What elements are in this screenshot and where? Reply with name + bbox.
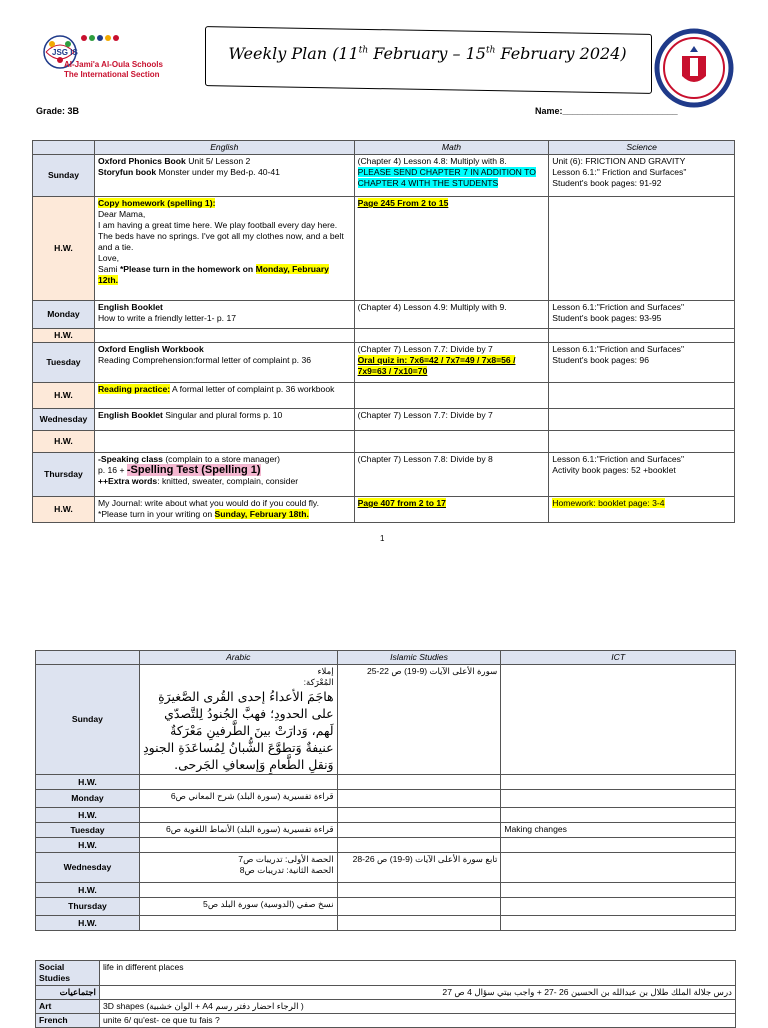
school-abbr: JSG IS bbox=[52, 48, 78, 57]
school-name: Al-Jami'a Al-Oula Schools bbox=[64, 60, 163, 69]
header-science: Science bbox=[549, 141, 735, 155]
islamic-hw-wednesday bbox=[337, 883, 501, 898]
science-monday: Lesson 6.1:"Friction and Surfaces" Student's book pages: 93-95 bbox=[549, 301, 735, 329]
ict-hw-sunday bbox=[501, 775, 736, 790]
school-logo bbox=[38, 30, 168, 88]
science-hw-sunday bbox=[549, 197, 735, 301]
other-subjects-table bbox=[35, 960, 736, 1028]
hw-tuesday-2: H.W. bbox=[36, 838, 140, 853]
arabic-islamic-ict-table bbox=[35, 650, 736, 931]
ict-tuesday: Making changes bbox=[501, 823, 736, 838]
hw-tuesday: H.W. bbox=[33, 383, 95, 409]
french-value: unite 6/ qu'est- ce que tu fais ? bbox=[99, 1014, 735, 1028]
math-sunday: (Chapter 4) Lesson 4.8: Multiply with 8. PLEASE SEND CHAPTER 7 IN ADDITION TO CHAPTER 4 WITH THE STUDENTS bbox=[354, 155, 549, 197]
header-arabic: Arabic bbox=[139, 651, 337, 665]
header-islamic: Islamic Studies bbox=[337, 651, 501, 665]
hw-sunday: H.W. bbox=[33, 197, 95, 301]
day-monday-2: Monday bbox=[36, 790, 140, 808]
arabic-wednesday: الحصة الأولى: تدريبات ص7 الحصة الثانية: تدريبات ص8 bbox=[139, 853, 337, 883]
art-label: Art bbox=[36, 1000, 100, 1014]
day-tuesday-2: Tuesday bbox=[36, 823, 140, 838]
day-tuesday: Tuesday bbox=[33, 343, 95, 383]
ict-hw-thursday bbox=[501, 916, 736, 931]
islamic-hw-tuesday bbox=[337, 838, 501, 853]
ict-hw-tuesday bbox=[501, 838, 736, 853]
ict-hw-monday bbox=[501, 808, 736, 823]
school-seal bbox=[654, 28, 734, 108]
math-hw-monday bbox=[354, 329, 549, 343]
day-monday: Monday bbox=[33, 301, 95, 329]
math-hw-sunday: Page 245 From 2 to 15 bbox=[354, 197, 549, 301]
science-thursday: Lesson 6.1:"Friction and Surfaces" Activity book pages: 52 +booklet bbox=[549, 453, 735, 497]
ijtimaiyat-value: درس جلالة الملك طلال بن عبدالله بن الحسين 26 -27 + واجب بيتي سؤال 4 ص 27 bbox=[99, 986, 735, 1000]
english-sunday: Oxford Phonics Book Unit 5/ Lesson 2 Storyfun book Monster under my Bed-p. 40-41 bbox=[94, 155, 354, 197]
islamic-hw-sunday bbox=[337, 775, 501, 790]
science-sunday: Unit (6): FRICTION AND GRAVITY Lesson 6.1:" Friction and Surfaces" Student's book pages: 91-92 bbox=[549, 155, 735, 197]
arabic-hw-monday bbox=[139, 808, 337, 823]
hw-monday-2: H.W. bbox=[36, 808, 140, 823]
arabic-hw-wednesday bbox=[139, 883, 337, 898]
ict-sunday bbox=[501, 665, 736, 775]
islamic-thursday bbox=[337, 898, 501, 916]
french-label: French bbox=[36, 1014, 100, 1028]
islamic-hw-monday bbox=[337, 808, 501, 823]
science-hw-tuesday bbox=[549, 383, 735, 409]
english-hw-tuesday: Reading practice: A formal letter of complaint p. 36 workbook bbox=[94, 383, 354, 409]
ijtimaiyat-label: اجتماعيات bbox=[36, 986, 100, 1000]
day-sunday: Sunday bbox=[33, 155, 95, 197]
islamic-hw-thursday bbox=[337, 916, 501, 931]
day-sunday-2: Sunday bbox=[36, 665, 140, 775]
arabic-hw-sunday bbox=[139, 775, 337, 790]
math-wednesday: (Chapter 7) Lesson 7.7: Divide by 7 bbox=[354, 409, 549, 431]
hw-sunday-2: H.W. bbox=[36, 775, 140, 790]
header-english: English bbox=[94, 141, 354, 155]
math-hw-wednesday bbox=[354, 431, 549, 453]
social-studies-value: life in different places bbox=[99, 961, 735, 986]
arabic-tuesday: قراءة تفسيرية (سورة البلد) الأنماط اللغوية ص6 bbox=[139, 823, 337, 838]
math-monday: (Chapter 4) Lesson 4.9: Multiply with 9. bbox=[354, 301, 549, 329]
english-thursday: -Speaking class (complain to a store manager) p. 16 + -Spelling Test (Spelling 1) ++Extra words: knitted, sweater, complain, consider bbox=[94, 453, 354, 497]
page-number: 1 bbox=[380, 534, 385, 543]
hw-wednesday: H.W. bbox=[33, 431, 95, 453]
page-title: Weekly Plan (11th February – 15th February 2024) bbox=[228, 44, 627, 63]
english-hw-sunday: Copy homework (spelling 1): Dear Mama, I am having a great time here. We play football every day here. The beds have no springs. I've got all my clothes now, and a belt and a tie. Love, Sami *Please turn in the homework on Monday, February 12th. bbox=[94, 197, 354, 301]
math-hw-thursday: Page 407 from 2 to 17 bbox=[354, 497, 549, 523]
arabic-sunday: إملاء المُعْرَكة: هاجَمَ الأعداءُ إحدى القُرى الصَّغيرَةِ على الحدودِ؛ فهبَّ الجُنودُ لِلتَّصدّي لَهم، وَدارَتْ بينَ الطَّرفينِ مَعْرَكةٌ عنيفةٌ وَتطوَّعَ الشُّبانُ لِمُساعَدَةِ الجنودِ وَنقلِ الطَّعامِ وَإسعافِ الجَرحى. bbox=[139, 665, 337, 775]
math-hw-tuesday bbox=[354, 383, 549, 409]
science-hw-monday bbox=[549, 329, 735, 343]
hw-monday: H.W. bbox=[33, 329, 95, 343]
english-hw-monday bbox=[94, 329, 354, 343]
science-hw-wednesday bbox=[549, 431, 735, 453]
day-wednesday: Wednesday bbox=[33, 409, 95, 431]
english-tuesday: Oxford English Workbook Reading Comprehension:formal letter of complaint p. 36 bbox=[94, 343, 354, 383]
header-ict: ICT bbox=[501, 651, 736, 665]
header-math: Math bbox=[354, 141, 549, 155]
science-hw-thursday: Homework: booklet page: 3-4 bbox=[549, 497, 735, 523]
hw-thursday-2: H.W. bbox=[36, 916, 140, 931]
hw-wednesday-2: H.W. bbox=[36, 883, 140, 898]
ict-monday bbox=[501, 790, 736, 808]
math-thursday: (Chapter 7) Lesson 7.8: Divide by 8 bbox=[354, 453, 549, 497]
english-monday: English Booklet How to write a friendly letter-1- p. 17 bbox=[94, 301, 354, 329]
islamic-sunday: سورة الأعلى الآيات (9-19) ص 22-25 bbox=[337, 665, 501, 775]
math-tuesday: (Chapter 7) Lesson 7.7: Divide by 7 Oral quiz in: 7x6=42 / 7x7=49 / 7x8=56 / 7x9=63 / 7x10=70 bbox=[354, 343, 549, 383]
day-wednesday-2: Wednesday bbox=[36, 853, 140, 883]
name-field[interactable]: Name:_______________________ bbox=[535, 106, 678, 116]
arabic-thursday: نسخ صفي (الدوسية) سورة البلد ص5 bbox=[139, 898, 337, 916]
english-hw-wednesday bbox=[94, 431, 354, 453]
social-studies-label: Social Studies bbox=[36, 961, 100, 986]
english-hw-thursday: My Journal: write about what you would do if you could fly. *Please turn in your writing on Sunday, February 18th. bbox=[94, 497, 354, 523]
corner-cell-2 bbox=[36, 651, 140, 665]
science-wednesday bbox=[549, 409, 735, 431]
hw-thursday: H.W. bbox=[33, 497, 95, 523]
ict-thursday bbox=[501, 898, 736, 916]
arabic-hw-thursday bbox=[139, 916, 337, 931]
weekly-plan-table bbox=[32, 140, 735, 523]
islamic-tuesday bbox=[337, 823, 501, 838]
islamic-monday bbox=[337, 790, 501, 808]
arabic-hw-tuesday bbox=[139, 838, 337, 853]
islamic-wednesday: تابع سورة الأعلى الآيات (9-19) ص 26-28 bbox=[337, 853, 501, 883]
science-tuesday: Lesson 6.1:"Friction and Surfaces" Student's book pages: 96 bbox=[549, 343, 735, 383]
art-value: 3D shapes (الوان خشبية + A4 الرجاء احضار دفتر رسم ) bbox=[99, 1000, 735, 1014]
ict-hw-wednesday bbox=[501, 883, 736, 898]
school-section: The International Section bbox=[64, 70, 160, 79]
grade-label: Grade: 3B bbox=[36, 106, 80, 116]
english-wednesday: English Booklet Singular and plural forms p. 10 bbox=[94, 409, 354, 431]
day-thursday-2: Thursday bbox=[36, 898, 140, 916]
arabic-monday: قراءة تفسيرية (سورة البلد) شرح المعاني ص6 bbox=[139, 790, 337, 808]
corner-cell bbox=[33, 141, 95, 155]
ict-wednesday bbox=[501, 853, 736, 883]
day-thursday: Thursday bbox=[33, 453, 95, 497]
